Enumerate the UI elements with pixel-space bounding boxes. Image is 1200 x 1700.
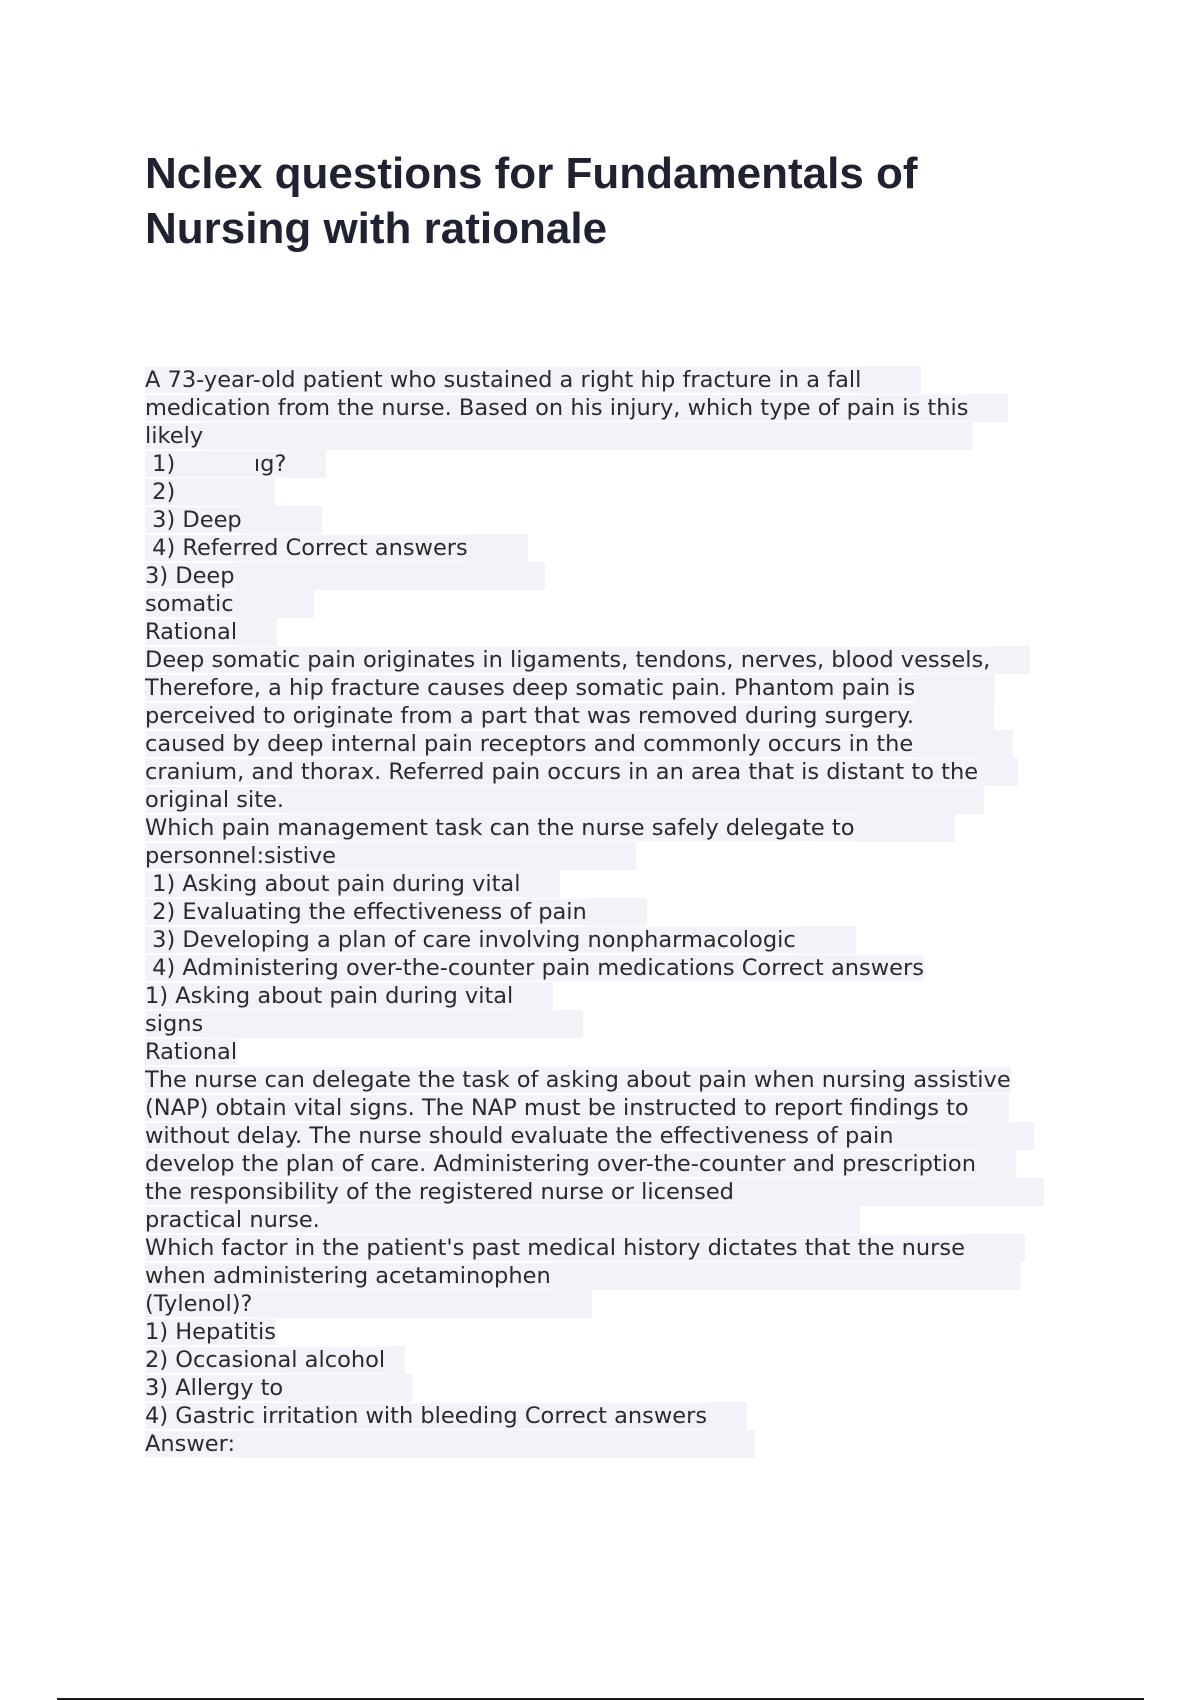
text-line: original site. [145,786,1085,814]
text-line: when administering acetaminophen [145,1262,1085,1290]
text-line: Which factor in the patient's past medical history dictates that the nurse [145,1234,1085,1262]
text-line: personnel:sistive [145,842,1085,870]
text-line: Rational [145,618,1085,646]
text-line: Answer: [145,1430,1085,1458]
text-line: the responsibility of the registered nurse or licensed [145,1178,1085,1206]
text-line: Rational [145,1039,238,1065]
text-line: somatic [145,590,1085,618]
text-line: perceived to originate from a part that was removed during surgery. [145,702,1085,730]
text-line: develop the plan of care. Administering over-the-counter and prescription [145,1150,1085,1178]
text-line: (Tylenol)? [145,1290,1085,1318]
text-line: likely [145,422,1085,450]
text-line: medication from the nurse. Based on his injury, which type of pain is this [145,394,1085,422]
text-line: 2) [145,478,1085,506]
text-line: Which pain management task can the nurse safely delegate to [145,814,1085,842]
text-line: Therefore, a hip fracture causes deep somatic pain. Phantom pain is [145,674,1085,702]
text-line: 3) Deep [145,506,1085,534]
text-line: (NAP) obtain vital signs. The NAP must be instructed to report findings to [145,1094,1085,1122]
text-line: without delay. The nurse should evaluate the effectiveness of pain [145,1122,1085,1150]
text-line: 1) Hepatitis [145,1319,276,1345]
document-body [145,366,1085,1458]
text-line: 1) ıg? [145,450,1085,478]
text-line: signs [145,1010,1085,1038]
text-line: cranium, and thorax. Referred pain occurs in an area that is distant to the [145,758,1085,786]
text-line: Deep somatic pain originates in ligaments, tendons, nerves, blood vessels, [145,646,1085,674]
text-line: 4) Administering over-the-counter pain medications Correct answers [145,955,924,981]
document-title: Nclex questions for Fundamentals of Nursing with rationale [145,149,918,253]
text-line: 3) Developing a plan of care involving nonpharmacologic [145,926,1085,954]
text-line: 1) Asking about pain during vital [145,870,1085,898]
text-line: 2) Evaluating the effectiveness of pain [145,898,1085,926]
text-line: 4) Gastric irritation with bleeding Correct answers [145,1402,1085,1430]
text-line: practical nurse. [145,1206,1085,1234]
text-line: 4) Referred Correct answers [145,534,1085,562]
text-line: caused by deep internal pain receptors and commonly occurs in the [145,730,1085,758]
text-line: 3) Deep [145,562,1085,590]
text-line: 1) Asking about pain during vital [145,982,1085,1010]
text-line: The nurse can delegate the task of asking about pain when nursing assistive [145,1067,1011,1093]
text-line: A 73-year-old patient who sustained a right hip fracture in a fall [145,366,1085,394]
text-line: 2) Occasional alcohol [145,1346,1085,1374]
text-line: 3) Allergy to [145,1374,1085,1402]
